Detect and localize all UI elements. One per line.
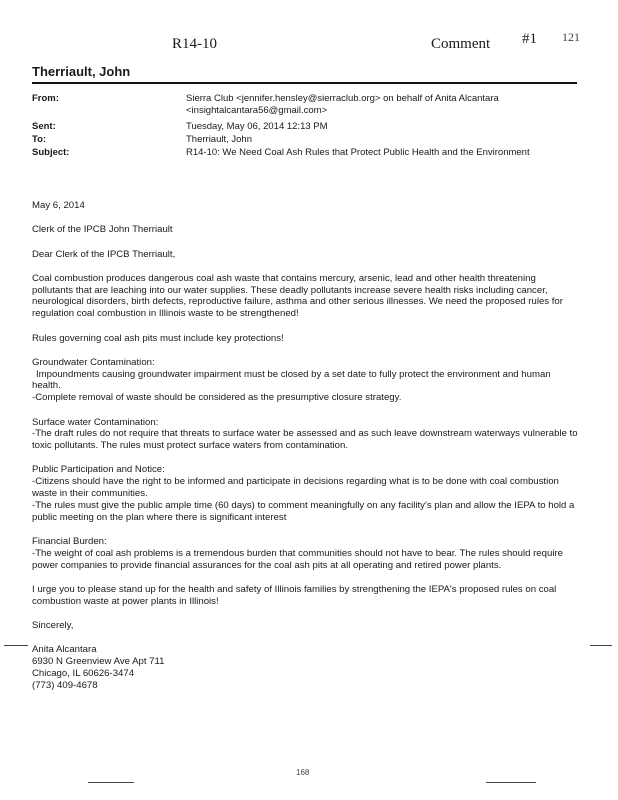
- letter-addressee: Clerk of the IPCB John Therriault: [32, 224, 173, 236]
- financial-burden-heading: Financial Burden:: [32, 535, 107, 547]
- letter-signoff: Sincerely,: [32, 619, 74, 631]
- intro-paragraph: Coal combustion produces dangerous coal ash waste that contains mercury, arsenic, lead and other health threatening pollutants that are leaching into our water supplies. These deadly pollutants increase severe health risks including cancer, neurological disorders, birth defects, reproductive failure, asthma and other serious illnesses. We need the proposed rules for regulation coal combustion in Illinois waste to be strengthened!: [32, 272, 563, 320]
- address-line-2: Chicago, IL 60626-3474: [32, 667, 135, 679]
- financial-burden-point-1: -The weight of coal ash problems is a tremendous burden that communities should not have to bear. The rules should require power companies to provide financial assurances for the coal ash pits at all operating and retired power plants.: [32, 547, 563, 571]
- to-value: Therriault, John: [186, 134, 253, 145]
- sent-value: Tuesday, May 06, 2014 12:13 PM: [186, 121, 328, 132]
- groundwater-point-2: -Complete removal of waste should be considered as the presumptive closure strategy.: [32, 392, 402, 404]
- surface-water-heading: Surface water Contamination:: [32, 416, 159, 428]
- groundwater-point-1: Impoundments causing groundwater impairment must be closed by a set date to fully protect the environment and human health.: [32, 368, 551, 392]
- subject-value: R14-10: We Need Coal Ash Rules that Protect Public Health and the Environment: [186, 147, 530, 158]
- margin-mark-right: [590, 645, 612, 646]
- letter-date: May 6, 2014: [32, 200, 85, 211]
- address-line-1: 6930 N Greenview Ave Apt 711: [32, 656, 165, 668]
- page-number: 168: [296, 768, 310, 777]
- letter-salutation: Dear Clerk of the IPCB Therriault,: [32, 248, 176, 260]
- letter-body: [32, 200, 578, 691]
- to-label: To:: [32, 134, 47, 145]
- comment-label: Comment: [431, 36, 491, 52]
- from-value: Sierra Club <jennifer.hensley@sierraclub.org> on behalf of Anita Alcantara <insightalcantara56@gmail.com>: [186, 93, 499, 116]
- surface-water-point-1: -The draft rules do not require that threats to surface water be assessed and as such leave downstream waterways vulnerable to toxic pollutants. The rules must protect surface waters from contamination.: [32, 428, 578, 452]
- footer-mark-right: [486, 782, 536, 783]
- header-divider: [32, 82, 577, 84]
- signer-name: Anita Alcantara: [32, 644, 97, 656]
- closing-request: I urge you to please stand up for the health and safety of Illinois families by strengthening the IEPA's proposed rules on coal combustion waste at power plants in Illinois!: [32, 583, 557, 607]
- comment-number: #1: [522, 31, 537, 47]
- docket-number: R14-10: [172, 36, 217, 52]
- public-participation-point-1: -Citizens should have the right to be informed and participate in decisions regarding what is to be done with coal combustion waste in their communities.: [32, 476, 559, 500]
- groundwater-heading: Groundwater Contamination:: [32, 356, 155, 368]
- recipient-name: Therriault, John: [32, 64, 131, 79]
- footer-mark-left: [88, 782, 134, 783]
- page-count: 121: [562, 30, 580, 44]
- signer-phone: (773) 409-4678: [32, 679, 98, 691]
- public-participation-point-2: -The rules must give the public ample time (60 days) to comment meaningfully on any facility's plan and allow the IEPA to hold a public meeting on the plan where there is significant interest: [32, 499, 575, 523]
- subject-label: Subject:: [32, 147, 70, 158]
- public-participation-heading: Public Participation and Notice:: [32, 464, 165, 476]
- protections-intro: Rules governing coal ash pits must include key protections!: [32, 332, 284, 344]
- from-label: From:: [32, 93, 59, 104]
- sent-label: Sent:: [32, 121, 56, 132]
- margin-mark-left: [4, 645, 28, 646]
